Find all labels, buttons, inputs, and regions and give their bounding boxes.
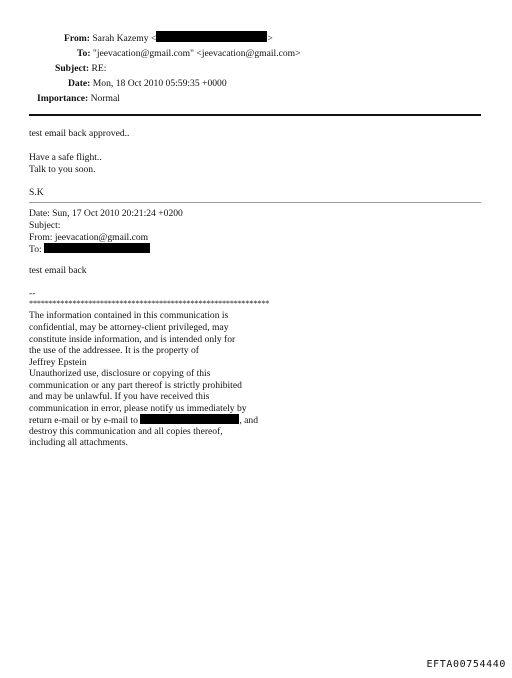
date-row [68, 76, 227, 91]
to-row [77, 46, 301, 61]
to-value: "jeevacation@gmail.com" <jeevacation@gmail.com> [92, 48, 301, 59]
disclaimer-line-1: The information contained in this communication is [29, 310, 229, 321]
disclaimer-line-3: constitute inside information, and is intended only for [29, 334, 236, 345]
disclaimer-line-12: including all attachments. [29, 437, 128, 448]
date-value: Mon, 18 Oct 2010 05:59:35 +0000 [92, 78, 227, 89]
quoted-to-label: To: [29, 244, 42, 255]
quoted-body: test email back [29, 265, 87, 276]
disclaimer-line-7: communication or any part thereof is strictly prohibited [29, 380, 242, 391]
reply-signature: S.K [29, 187, 44, 198]
header-divider [29, 114, 481, 116]
quoted-date: Date: Sun, 17 Oct 2010 20:21:24 +0200 [29, 208, 183, 219]
redaction-block [44, 243, 150, 253]
subject-row [55, 61, 106, 76]
disclaimer-line-10-suffix: , and [239, 415, 259, 426]
signature-dash: -- [29, 288, 36, 299]
quoted-subject: Subject: [29, 220, 61, 231]
document-id: EFTA00754440 [426, 659, 506, 670]
reply-line-2: Have a safe flight.. [29, 152, 102, 163]
importance-value: Normal [90, 93, 120, 104]
disclaimer-line-10-text: return e-mail or by e-mail to [29, 415, 138, 426]
quoted-from: From: jeevacation@gmail.com [29, 232, 149, 243]
quote-divider [29, 202, 481, 203]
from-suffix: > [267, 33, 273, 44]
reply-line-1: test email back approved.. [29, 128, 130, 139]
disclaimer-line-10 [29, 414, 258, 427]
quoted-to-row [29, 243, 150, 256]
to-label: To: [77, 48, 91, 59]
disclaimer-line-8: and may be unlawful. If you have received this [29, 391, 210, 402]
from-row [64, 31, 273, 46]
disclaimer-line-11: destroy this communication and all copies thereof, [29, 426, 223, 437]
from-value: Sarah Kazemy < [92, 33, 157, 44]
redaction-block [140, 414, 239, 424]
importance-row [37, 91, 120, 106]
separator-stars: ************************************************************* [29, 299, 270, 308]
disclaimer-line-9: communication in error, please notify us immediately by [29, 403, 247, 414]
subject-label: Subject: [55, 63, 90, 74]
importance-label: Importance: [37, 93, 89, 104]
date-label: Date: [68, 78, 91, 89]
subject-value: RE: [91, 63, 107, 74]
disclaimer-line-6: Unauthorized use, disclosure or copying of this [29, 368, 211, 379]
from-label: From: [64, 33, 90, 44]
redaction-block [156, 31, 267, 42]
disclaimer-line-2: confidential, may be attorney-client privileged, may [29, 322, 229, 333]
disclaimer-line-4: the use of the addressee. It is the property of [29, 345, 199, 356]
reply-line-3: Talk to you soon. [29, 164, 96, 175]
disclaimer-line-5: Jeffrey Epstein [29, 357, 87, 368]
